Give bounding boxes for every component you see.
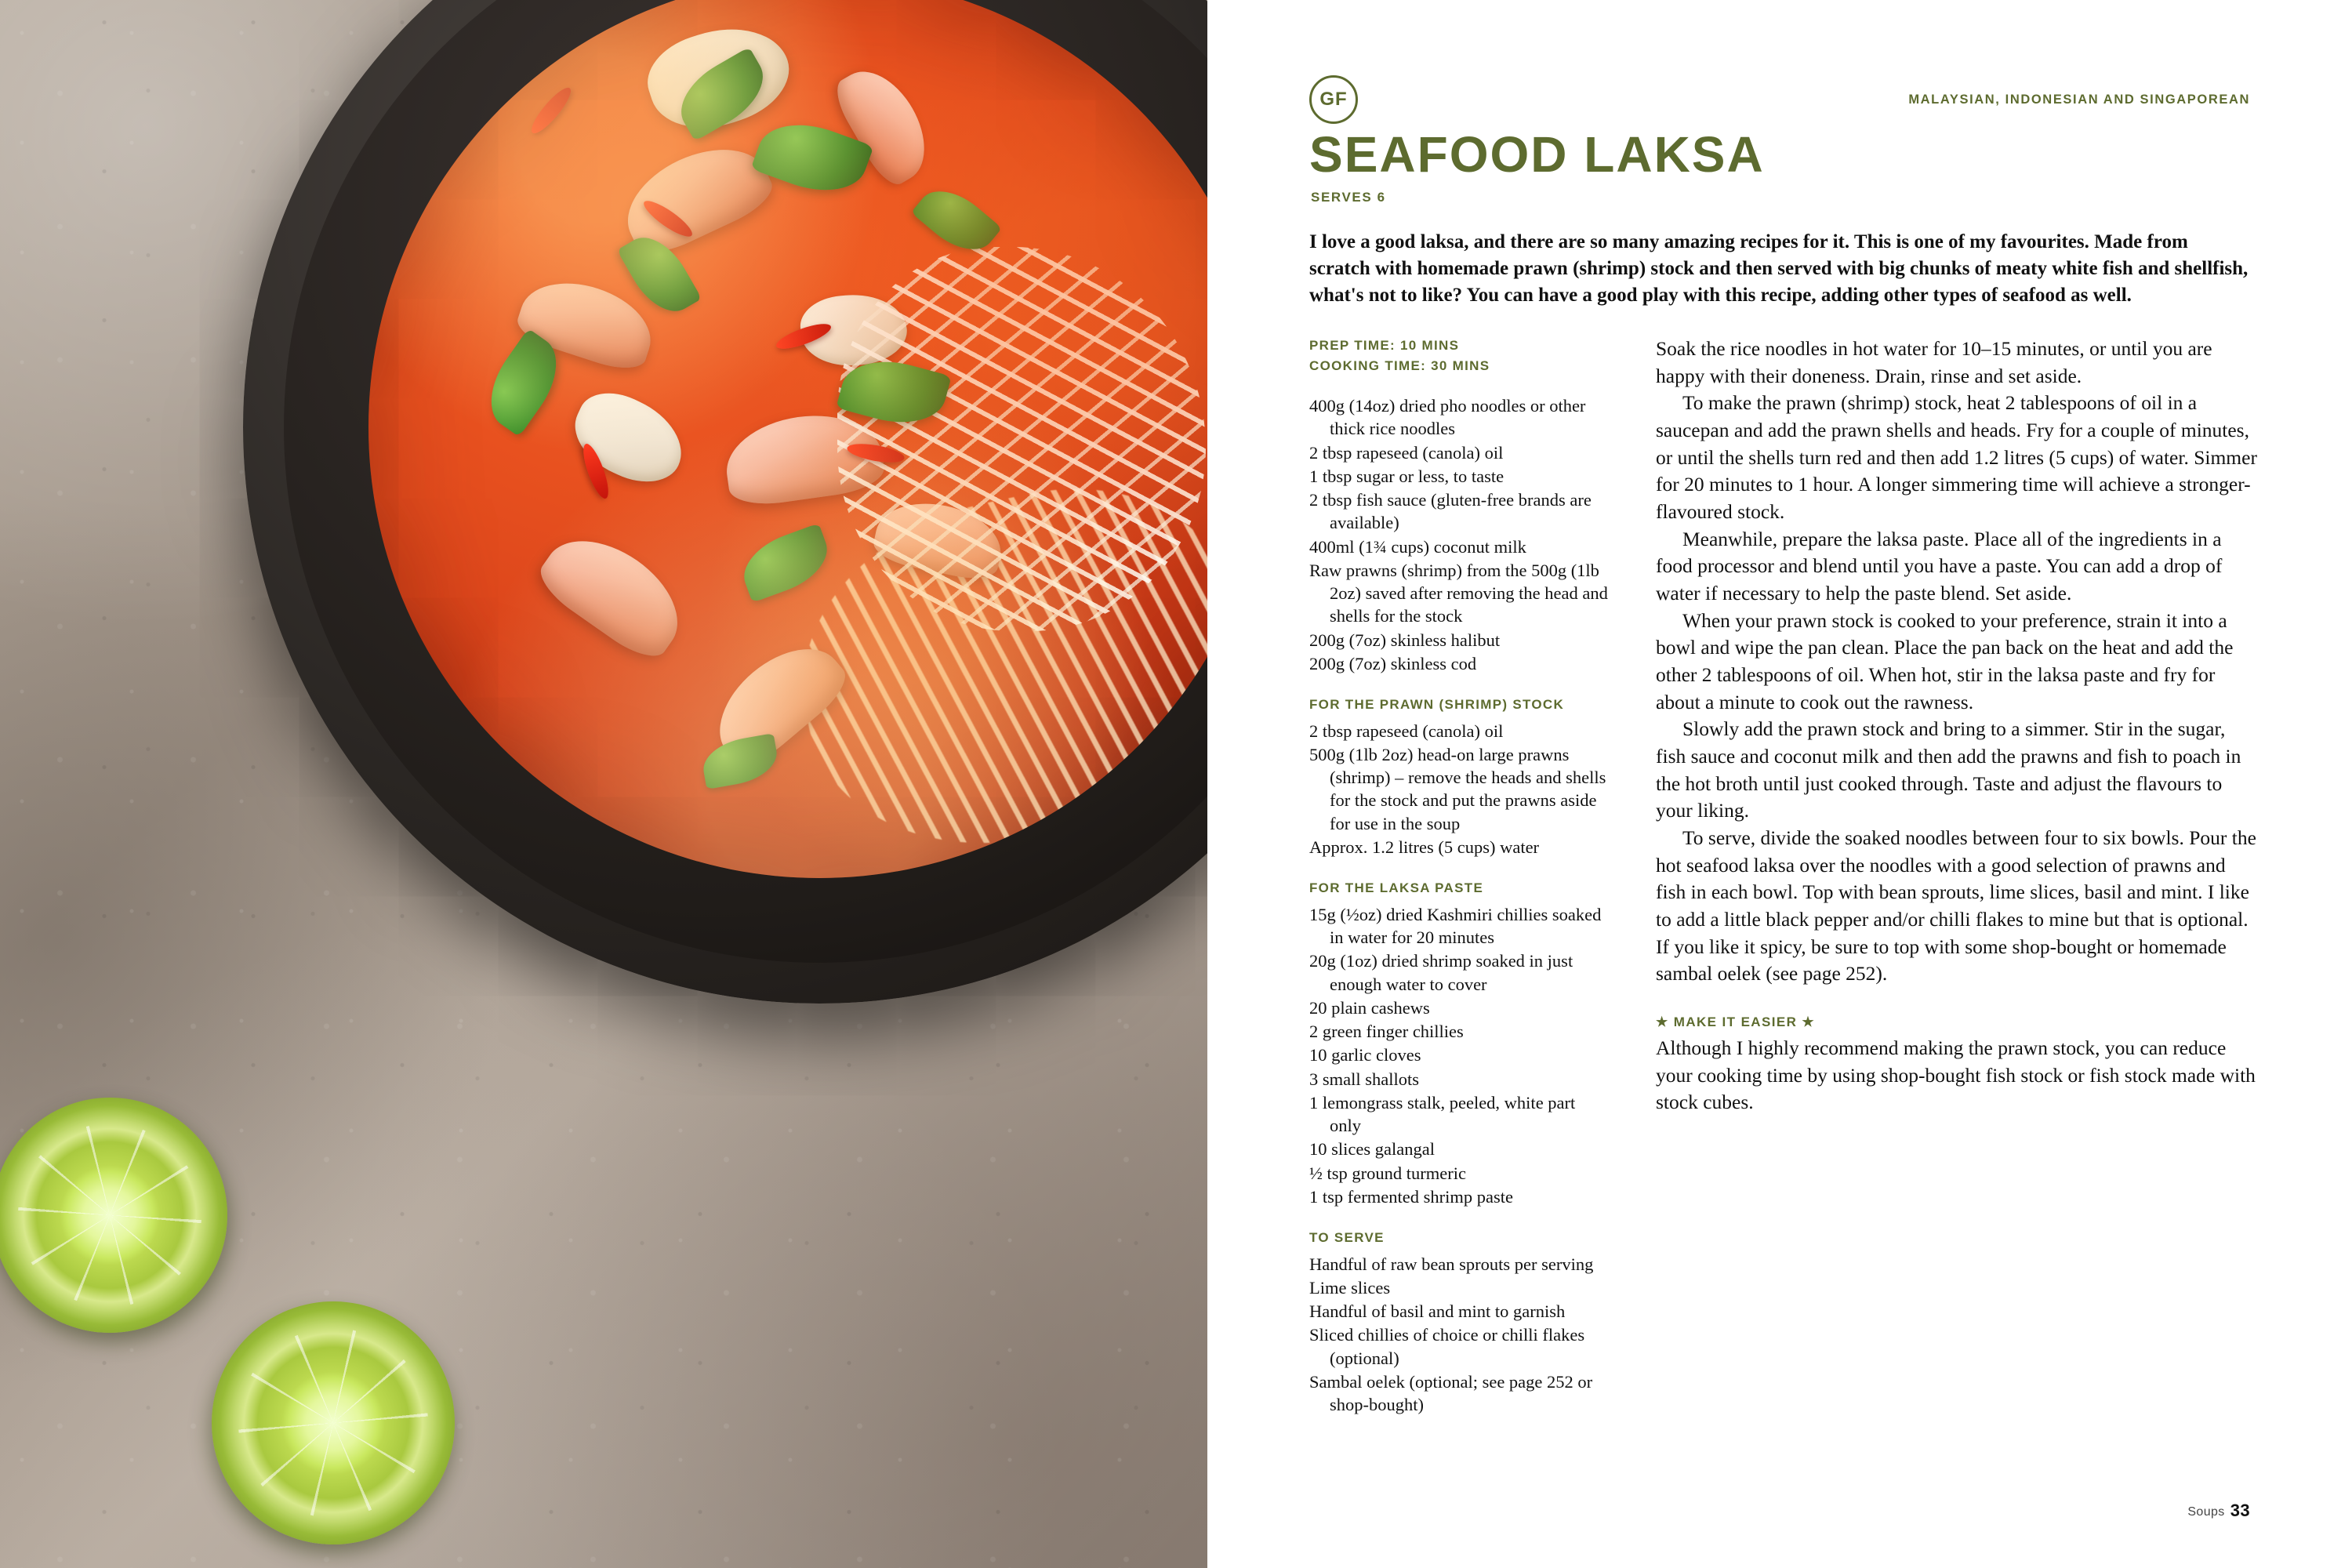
ingredient-item: Sambal oelek (optional; see page 252 or shop-bought) [1309, 1371, 1593, 1415]
ingredient-item: 500g (1lb 2oz) head-on large prawns (shrimp) – remove the heads and shells for the stock and put the prawns aside for use in the soup [1309, 744, 1606, 833]
prawn [513, 268, 662, 376]
method-paragraph: When your prawn stock is cooked to your preference, strain it into a bowl and wipe the pan clean. Place the pan back on the heat and add the other 2 tablespoons of oil. When hot, stir in the laksa paste and fry for about a minute to cook out the rawness. [1656, 608, 2234, 713]
basil-leaf [836, 349, 951, 434]
recipe-intro: I love a good laksa, and there are so many amazing recipes for it. This is one of my favourites. Made from scratch with homemade prawn (shrimp) stock and then served with big chunks of meaty white fish and shellfish, what's not to like? You can have a good play with this recipe, adding other types of seafood as well. [1309, 231, 2249, 306]
prawn [870, 493, 1008, 585]
method-paragraph: To make the prawn (shrimp) stock, heat 2 tablespoons of oil in a saucepan and add the prawn shells and heads. Fry for a couple of minutes, or until the shells turn red and then add 1.2 litres (5 cups) of water. Simmer for 20 minutes to 1 hour. A longer simmering time will achieve a stronger-flavoured stock. [1656, 391, 2257, 524]
ingredient-item: 20g (1oz) dried shrimp soaked in just enough water to cover [1309, 951, 1573, 994]
ingredient-item: Sliced chillies of choice or chilli flakes (optional) [1309, 1325, 1585, 1368]
ingredient-item: ½ tsp ground turmeric [1309, 1163, 1466, 1183]
laksa-bowl [243, 0, 1207, 1004]
tip-body: Although I highly recommend making the prawn stock, you can reduce your cooking time by using shop-bought fish stock or fish stock made with stock cubes. [1656, 1036, 2256, 1114]
method-text [1656, 336, 2258, 988]
ingredient-item: 2 tbsp rapeseed (canola) oil [1309, 442, 1504, 463]
sliced-chilli [773, 318, 833, 353]
ingredient-item: 1 tsp fermented shrimp paste [1309, 1186, 1513, 1207]
method-column [1656, 336, 2258, 1417]
ingredient-item: 2 tbsp fish sauce (gluten-free brands are available) [1309, 490, 1592, 533]
basil-leaf [616, 225, 702, 323]
tip-heading: ★ MAKE IT EASIER ★ [1656, 1014, 1816, 1030]
folio-section-label: Soups [2187, 1505, 2225, 1519]
ingredients-paste-list [1309, 903, 1610, 1208]
method-paragraph: To serve, divide the soaked noodles between four to six bowls. Pour the hot seafood laksa over the noodles with a good selection of prawns and fish in each bowl. Top with bean sprouts, lime slices, basil and mint. I like to add a little black pepper and/or chilli flakes to mine but that is optional. If you like it spicy, be sure to top with some shop-bought or homemade sambal oelek (see page 252). [1656, 826, 2256, 985]
to-serve-heading: TO SERVE [1309, 1230, 1385, 1246]
ingredient-item: 3 small shallots [1309, 1069, 1419, 1089]
bean-sprouts [837, 247, 1206, 631]
prawn [720, 406, 887, 510]
ingredients-main-list [1309, 394, 1610, 675]
page-footer [2187, 1501, 2250, 1521]
ingredient-item: 2 tbsp rapeseed (canola) oil [1309, 720, 1504, 741]
sliced-chilli [526, 83, 575, 138]
ingredient-item: 400ml (1¾ cups) coconut milk [1309, 536, 1526, 557]
method-paragraph: Slowly add the prawn stock and bring to a simmer. Stir in the sugar, fish sauce and coconut milk and then add the prawns and fish to poach in the hot broth until just cooked through. Taste and adjust the flavours to your liking. [1656, 717, 2241, 822]
page-title: SEAFOOD LAKSA [1309, 126, 1765, 183]
ingredients-column [1309, 336, 1610, 1417]
ingredients-serve-list [1309, 1253, 1610, 1417]
ingredient-item: 2 green finger chillies [1309, 1022, 1464, 1042]
fish-piece [561, 380, 695, 496]
gluten-free-badge-icon: GF [1309, 75, 1358, 124]
ingredient-item: Raw prawns (shrimp) from the 500g (1lb 2oz) saved after removing the head and shells for the stock [1309, 560, 1608, 626]
ingredient-item: Handful of basil and mint to garnish [1309, 1301, 1566, 1322]
ingredient-item: 1 lemongrass stalk, peeled, white part only [1309, 1092, 1576, 1136]
cooking-time: COOKING TIME: 30 MINS [1309, 358, 1490, 373]
laksa-broth [368, 0, 1207, 878]
ingredient-item: 1 tbsp sugar or less, to taste [1309, 466, 1504, 486]
prep-time: PREP TIME: 10 MINS [1309, 338, 1460, 353]
ingredient-item: 200g (7oz) skinless cod [1309, 653, 1477, 673]
recipe-text-page [1207, 0, 2352, 1568]
page-number: 33 [2230, 1501, 2250, 1520]
ingredient-item: 10 slices galangal [1309, 1139, 1435, 1160]
ingredients-stock-list [1309, 720, 1610, 859]
method-paragraph: Meanwhile, prepare the laksa paste. Place all of the ingredients in a food processor and blend until you have a paste. You can add a drop of water if necessary to help the paste blend. Set aside. [1656, 527, 2223, 605]
ingredient-item: 20 plain cashews [1309, 997, 1430, 1018]
chapter-label: MALAYSIAN, INDONESIAN AND SINGAPOREAN [1908, 93, 2250, 107]
ingredient-item: Handful of raw bean sprouts per serving [1309, 1254, 1594, 1274]
serves-label: SERVES 6 [1311, 190, 1386, 205]
sliced-chilli [845, 441, 905, 466]
ingredient-item: Lime slices [1309, 1277, 1391, 1298]
prawn [828, 56, 942, 191]
sliced-chilli [579, 441, 613, 501]
ingredient-item: 15g (½oz) dried Kashmiri chillies soaked in water for 20 minutes [1309, 904, 1602, 948]
basil-leaf [668, 47, 777, 142]
bowl-rim [284, 0, 1207, 963]
method-paragraph: Soak the rice noodles in hot water for 10–15 minutes, or until you are happy with their doneness. Drain, rinse and set aside. [1656, 337, 2212, 387]
stock-heading: FOR THE PRAWN (SHRIMP) STOCK [1309, 697, 1565, 712]
rice-noodles [771, 457, 1207, 878]
recipe-columns [1309, 336, 2258, 1417]
ingredient-item: Approx. 1.2 litres (5 cups) water [1309, 837, 1540, 857]
prawn [699, 627, 855, 775]
ingredient-item: 10 garlic cloves [1309, 1045, 1421, 1065]
basil-leaf [699, 733, 781, 789]
prawn [612, 129, 779, 263]
paste-heading: FOR THE LAKSA PASTE [1309, 880, 1484, 896]
ingredient-item: 400g (14oz) dried pho noodles or other thick rice noodles [1309, 396, 1586, 439]
basil-leaf [750, 109, 873, 205]
timing-block [1309, 336, 1610, 376]
basil-leaf [911, 176, 1002, 263]
prawn [531, 518, 698, 668]
fish-piece [798, 290, 909, 369]
basil-leaf [474, 328, 573, 437]
ingredient-item: 200g (7oz) skinless halibut [1309, 630, 1501, 650]
sliced-chilli [640, 196, 696, 242]
fish-piece [637, 11, 800, 144]
basil-leaf [735, 523, 837, 602]
